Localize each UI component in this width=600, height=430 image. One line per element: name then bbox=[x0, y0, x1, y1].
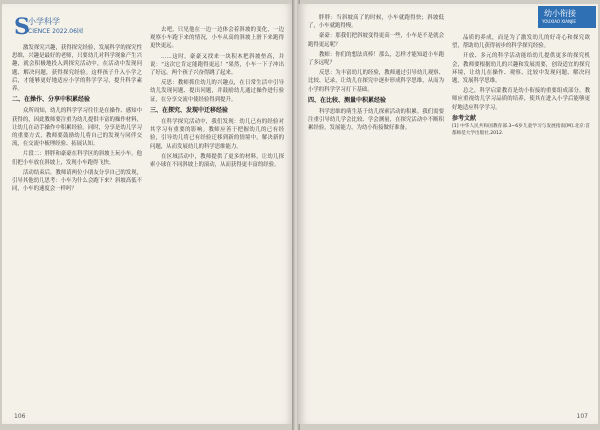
paragraph: 胖胖：当斜坡高了的时候，小车就跑得快；斜坡低了，小车就跑得慢。 bbox=[308, 15, 444, 30]
paragraph: 品质的养成，而是为了激发幼儿的好奇心和探究欲望，帮助幼儿获得初步的科学探究经验。 bbox=[452, 35, 590, 50]
left-page-column-2 bbox=[150, 26, 284, 399]
paragraph: 众所周知，幼儿的科学学习往往是在操作、感知中获得的，因此教师要注重为幼儿提供丰富的操作材料，让幼儿在动手操作中积累经验。同时，分享是幼儿学习的重要方式，教师要鼓励幼儿将自己的发现与同伴交流，在交流中梳理经验、拓展认知。 bbox=[12, 108, 142, 148]
paragraph: 反思：教师抓住幼儿的兴趣点，在日常生活中引导幼儿发现问题、提出问题，并鼓励幼儿通过操作进行验证，在分享交流中使经验得到提升。 bbox=[150, 80, 284, 103]
paragraph: 在区域活动中，教师提供了更多的材料，让幼儿探索小球在不同斜坡上的滚动，从而获得更丰富的经验。 bbox=[150, 153, 284, 169]
masthead-logo-letter: S bbox=[14, 14, 30, 40]
left-page-column-1 bbox=[12, 44, 142, 399]
paragraph: ……这时，豪豪又找来一块积木把斜坡垫高，并说：“这次它肯定能跑得更远！”果然，小车一下子冲出了好远。两个孩子兴奋得跳了起来。 bbox=[150, 53, 284, 77]
paragraph: 反思：为丰富幼儿的经验，教师通过引导幼儿观察、比较、记录，让幼儿在探究中逐步形成科学思维，从而为小学的科学学习打下基础。 bbox=[308, 70, 444, 93]
section-heading: 四、在比较、测量中积累经验 bbox=[308, 96, 387, 104]
section-header-title: 幼小衔接 bbox=[544, 9, 576, 18]
page-number-left: 106 bbox=[14, 413, 26, 420]
right-page bbox=[298, 4, 598, 424]
left-page bbox=[2, 4, 294, 424]
paragraph: 总之，科学启蒙教育是幼小衔接的重要组成部分，教师应重视幼儿学习品质的培养，使其在进入小学后能够更好地适应科学学习。 bbox=[452, 88, 590, 111]
paragraph: 活动结束后，教师请两位小朋友分享自己的发现，引导其他幼儿思考：小车为什么会跑下来？斜坡高低不同，小车的速度会一样吗？ bbox=[12, 169, 142, 193]
paragraph: 激发探究兴趣，获得探究经验，发展科学的探究性思维，兴趣是最好的老师，只要幼儿对科学现象产生兴趣，就会积极地投入到探究活动中，在活动中发现问题、解决问题，获得探究经验。这样孩子升入小学之后，才能够更好地适应小学的科学学习，提升科学素养。 bbox=[12, 45, 142, 93]
right-page-column-2 bbox=[452, 34, 590, 399]
reference-item: [1] 中华人民共和国教育部.3~6岁儿童学习与发展指南[M].北京:首都师范大学出版社,2012. bbox=[452, 124, 590, 136]
section-heading: 三、在探究、发现中迁移经验 bbox=[150, 106, 229, 114]
page-number-right: 107 bbox=[576, 413, 588, 420]
paragraph: 教师：你们的想法真棒！那么，怎样才能知道小车跑了多远呢？ bbox=[308, 51, 444, 67]
masthead-title: 小学科学 bbox=[28, 17, 60, 26]
section-header-tab bbox=[538, 6, 596, 28]
masthead-subtitle: CIENCE 2022.06园 bbox=[28, 28, 83, 35]
paragraph: 片段二：胖胖和豪豪在科学区的斜坡上玩小车，他们把小车放在斜坡上，发现小车跑得飞快。 bbox=[12, 151, 142, 166]
paragraph: 去吧，只见他在一边一边体会着斜坡的变化，一边观察小车跑下来的情况，小车从高的斜坡上滑下来跑得更快更远。 bbox=[150, 27, 284, 50]
section-header-subtitle: YOUXIAO XIANJIE bbox=[542, 19, 576, 24]
paragraph: 豪豪：那我们把斜坡变得更高一些，小车是不是就会跑得更远呢？ bbox=[308, 33, 444, 48]
references-heading: 参考文献 bbox=[452, 114, 477, 122]
paragraph: 开放、多元的科学活动能给幼儿提供更多的探究机会，教师要根据幼儿的兴趣和发展需要，创设适宜的探究环境，让幼儿在操作、观察、比较中发现问题、解决问题，发展科学思维。 bbox=[452, 53, 590, 85]
section-heading: 二、在操作、分享中积累经验 bbox=[12, 96, 91, 104]
paragraph: 在科学探究活动中，我们发现：幼儿已有的经验对其学习有重要的影响。教师应善于把握幼儿的已有经验，引导幼儿将已有经验迁移到新的情境中，解决新的问题，从而发展幼儿的科学思维能力。 bbox=[150, 119, 284, 150]
paragraph: 科学思维的萌生基于幼儿探索活动的积累。我们需要注重引导幼儿学会比较、学会测量，在探究活动中不断积累经验，发展能力，为幼小衔接做好准备。 bbox=[308, 109, 444, 132]
right-page-column-1 bbox=[308, 14, 444, 399]
